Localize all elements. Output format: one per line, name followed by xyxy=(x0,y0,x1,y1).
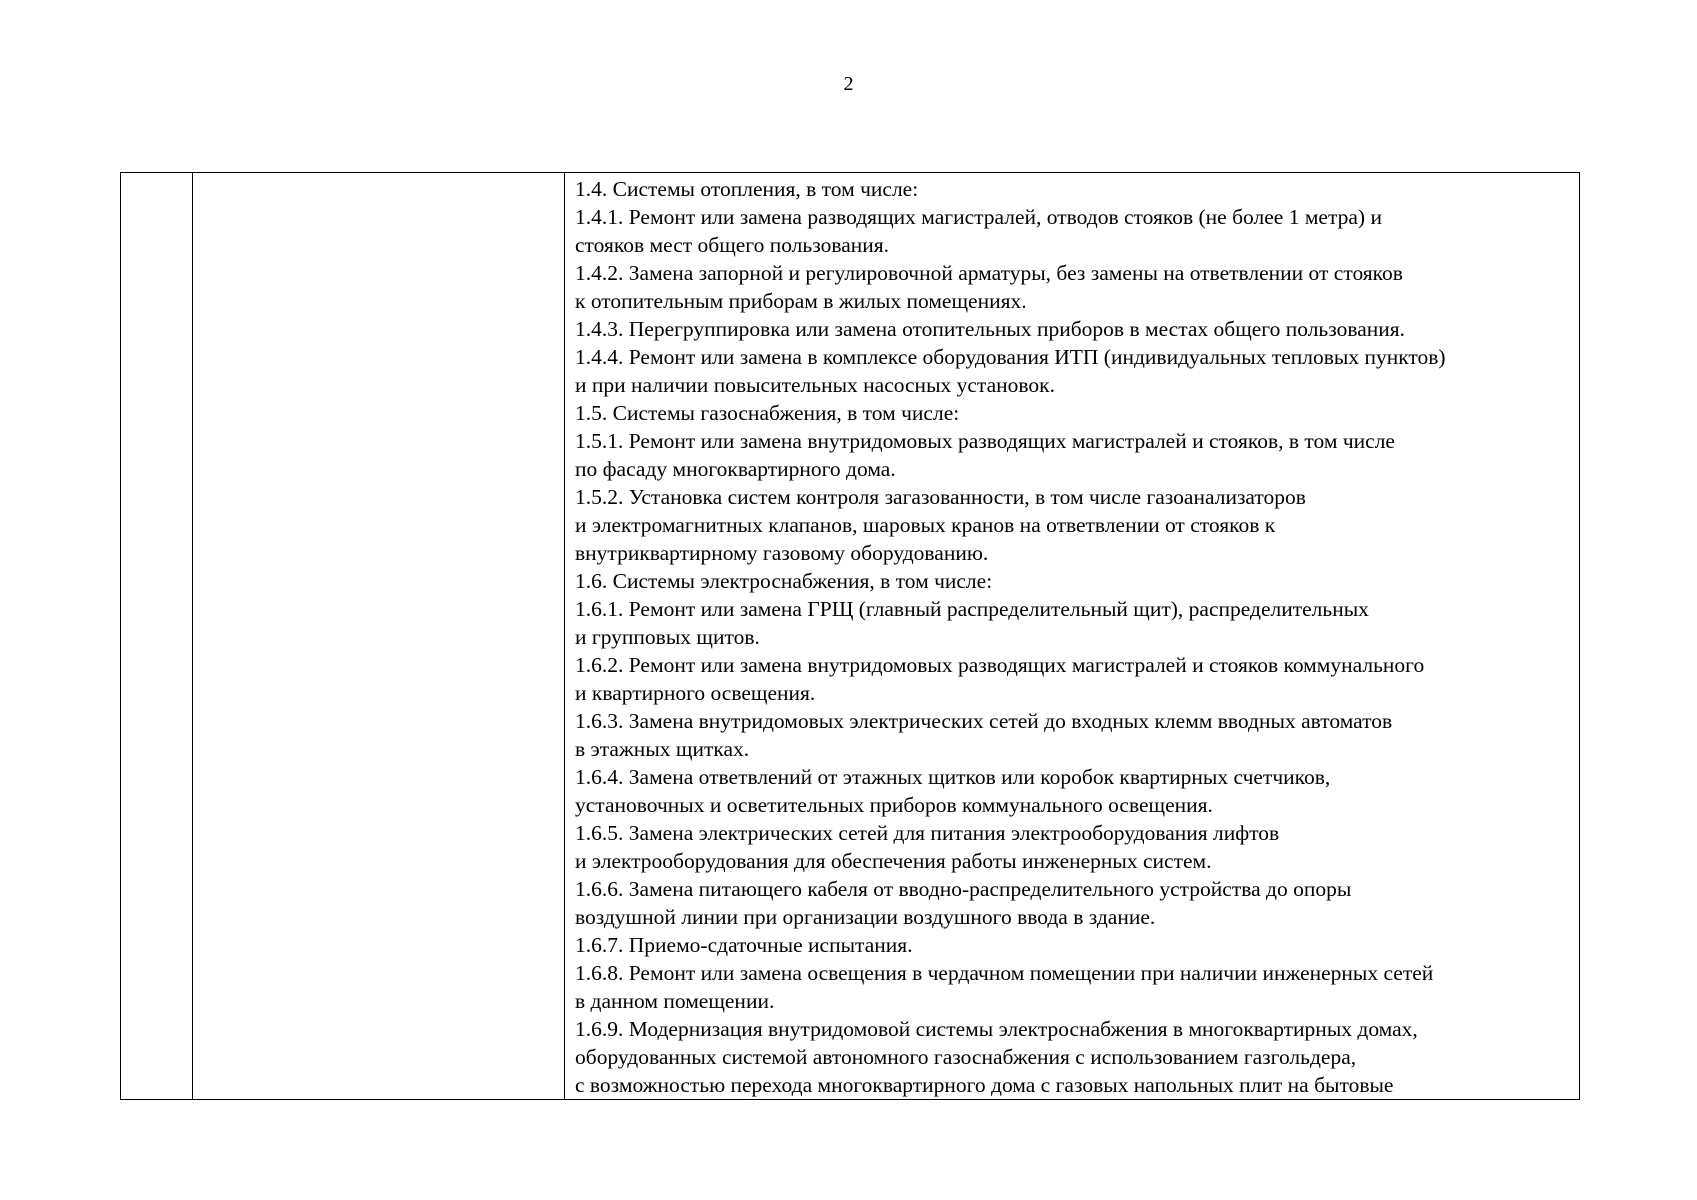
text-line: оборудованных системой автономного газоснабжения с использованием газгольдера, xyxy=(575,1045,1357,1069)
text-line: 1.4. Системы отопления, в том числе: xyxy=(575,177,919,201)
text-line: и групповых щитов. xyxy=(575,625,760,649)
text-line: 1.6.1. Ремонт или замена ГРЩ (главный распределительный щит), распределительных xyxy=(575,597,1369,621)
text-line: и при наличии повысительных насосных установок. xyxy=(575,373,1055,397)
text-line: 1.6.9. Модернизация внутридомовой системы электроснабжения в многоквартирных домах, xyxy=(575,1017,1418,1041)
text-line: с возможностью перехода многоквартирного дома с газовых напольных плит на бытовые xyxy=(575,1073,1394,1097)
text-line: в этажных щитках. xyxy=(575,737,750,761)
text-line: 1.6.7. Приемо-сдаточные испытания. xyxy=(575,933,913,957)
text-line: установочных и осветительных приборов коммунального освещения. xyxy=(575,793,1213,817)
text-line: 1.4.3. Перегруппировка или замена отопительных приборов в местах общего пользования. xyxy=(575,317,1406,341)
number-cell xyxy=(121,173,193,1100)
text-line: 1.6.8. Ремонт или замена освещения в чердачном помещении при наличии инженерных сетей xyxy=(575,961,1434,985)
text-line: стояков мест общего пользования. xyxy=(575,233,890,257)
text-line: внутриквартирному газовому оборудованию. xyxy=(575,541,989,565)
text-line: 1.6.4. Замена ответвлений от этажных щитков или коробок квартирных счетчиков, xyxy=(575,765,1331,789)
text-line: 1.6.3. Замена внутридомовых электрических сетей до входных клемм вводных автоматов xyxy=(575,709,1393,733)
text-line: воздушной линии при организации воздушного ввода в здание. xyxy=(575,905,1156,929)
text-line: и электрооборудования для обеспечения работы инженерных систем. xyxy=(575,849,1212,873)
name-cell xyxy=(193,173,565,1100)
text-line: в данном помещении. xyxy=(575,989,775,1013)
text-line: 1.6.2. Ремонт или замена внутридомовых разводящих магистралей и стояков коммунального xyxy=(575,653,1425,677)
text-line: к отопительным приборам в жилых помещениях. xyxy=(575,289,1027,313)
work-list-cell xyxy=(565,173,1580,1100)
text-line: 1.6.5. Замена электрических сетей для питания электрооборудования лифтов xyxy=(575,821,1280,845)
text-line: 1.5.2. Установка систем контроля загазованности, в том числе газоанализаторов xyxy=(575,485,1306,509)
text-line: 1.5.1. Ремонт или замена внутридомовых разводящих магистралей и стояков, в том числе xyxy=(575,429,1395,453)
text-line: 1.6. Системы электроснабжения, в том числе: xyxy=(575,569,993,593)
text-line: и квартирного освещения. xyxy=(575,681,816,705)
text-line: 1.6.6. Замена питающего кабеля от вводно-распределительного устройства до опоры xyxy=(575,877,1352,901)
page-number: 2 xyxy=(843,73,854,95)
text-line: 1.5. Системы газоснабжения, в том числе: xyxy=(575,401,960,425)
text-line: по фасаду многоквартирного дома. xyxy=(575,457,896,481)
table-row xyxy=(121,173,1580,1100)
works-table xyxy=(120,172,1580,1100)
text-line: 1.4.1. Ремонт или замена разводящих магистралей, отводов стояков (не более 1 метра) и xyxy=(575,205,1382,229)
text-line: и электромагнитных клапанов, шаровых кранов на ответвлении от стояков к xyxy=(575,513,1276,537)
text-line: 1.4.4. Ремонт или замена в комплексе оборудования ИТП (индивидуальных тепловых пунктов) xyxy=(575,345,1446,369)
text-line: 1.4.2. Замена запорной и регулировочной арматуры, без замены на ответвлении от стояков xyxy=(575,261,1403,285)
